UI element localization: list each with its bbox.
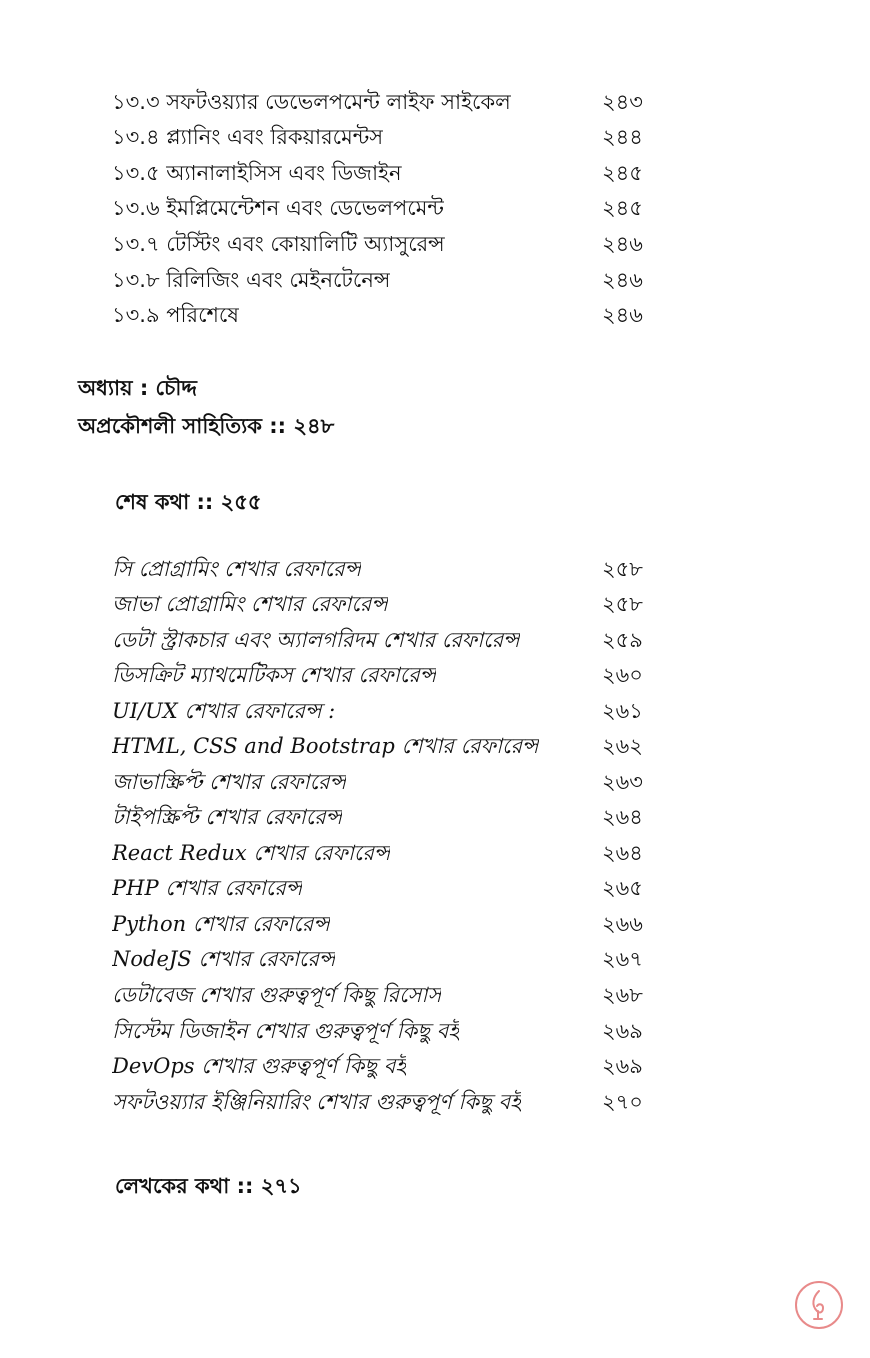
reference-entry: [112, 588, 662, 622]
toc-entry-title: ১৩.৭ টেস্টিং এবং কোয়ালিটি অ্যাসুরেন্স: [112, 231, 445, 256]
reference-page: ২৬৬: [602, 911, 643, 936]
toc-entry-13-3: [112, 86, 662, 120]
toc-entry-page: ২৪৩: [602, 89, 643, 114]
reference-page: ২৫৮: [602, 591, 643, 616]
toc-entry-13-8: [112, 264, 662, 298]
reference-title: UI/UX শেখার রেফারেন্স :: [112, 698, 336, 723]
reference-page: ২৬১: [602, 698, 643, 723]
reference-page: ২৫৮: [602, 556, 643, 581]
toc-entry-page: ২৪৫: [602, 195, 643, 220]
reference-page: ২৬৮: [602, 982, 643, 1007]
reference-page: ২৬৫: [602, 875, 643, 900]
author-heading: লেখকের কথা :: ২৭১: [115, 1174, 302, 1198]
reference-entry: [112, 553, 662, 587]
toc-entry-page: ২৪৪: [602, 124, 643, 149]
toc-entry-title: ১৩.৯ পরিশেষে: [112, 302, 239, 327]
reference-entry: [112, 659, 662, 693]
reference-entry: [112, 624, 662, 658]
reference-title: সিস্টেম ডিজাইন শেখার গুরুত্বপূর্ণ কিছু বই: [112, 1018, 460, 1043]
reference-page: ২৬২: [602, 733, 643, 758]
reference-title: সফটওয়্যার ইঞ্জিনিয়ারিং শেখার গুরুত্বপূর্ণ কিছু বই: [112, 1089, 522, 1114]
toc-entry-title: ১৩.৬ ইমপ্লিমেন্টেশন এবং ডেভেলপমেন্ট: [112, 195, 444, 220]
reference-title: DevOps শেখার গুরুত্বপূর্ণ কিছু বই: [112, 1053, 407, 1078]
toc-entry-title: ১৩.৪ প্ল্যানিং এবং রিকয়ারমেন্টস: [112, 124, 384, 149]
reference-title: PHP শেখার রেফারেন্স: [112, 875, 303, 900]
reference-title: Python শেখার রেফারেন্স: [112, 911, 330, 936]
toc-entry-13-7: [112, 228, 662, 262]
toc-entry-title: ১৩.৫ অ্যানালাইসিস এবং ডিজাইন: [112, 160, 402, 185]
chapter-label: অধ্যায় : চৌদ্দ: [78, 376, 197, 400]
reference-entry: [112, 837, 662, 871]
reference-page: ২৬৩: [602, 769, 643, 794]
reference-page: ২৬৭: [602, 946, 643, 971]
reference-entry: [112, 872, 662, 906]
toc-entry-page: ২৪৫: [602, 160, 643, 185]
reference-title: সি প্রোগ্রামিং শেখার রেফারেন্স: [112, 556, 362, 581]
reference-title: ডেটাবেজ শেখার গুরুত্বপূর্ণ কিছু রিসোর্স: [112, 982, 442, 1007]
reference-entry: [112, 1015, 662, 1049]
reference-title: React Redux শেখার রেফারেন্স: [112, 840, 391, 865]
toc-entry-page: ২৪৬: [602, 231, 643, 256]
toc-entry-title: ১৩.৮ রিলিজিং এবং মেইনটেনেন্স: [112, 267, 391, 292]
reference-entry: [112, 1050, 662, 1084]
reference-entry: [112, 979, 662, 1013]
reference-page: ২৭০: [602, 1089, 643, 1114]
reference-page: ২৫৯: [602, 627, 643, 652]
reference-entry: [112, 1086, 662, 1120]
reference-title: NodeJS শেখার রেফারেন্স: [112, 946, 336, 971]
reference-title: জাভাস্ক্রিপ্ট শেখার রেফারেন্স: [112, 769, 347, 794]
reference-entry: [112, 801, 662, 835]
reference-page: ২৬৯: [602, 1053, 643, 1078]
toc-entry-13-5: [112, 157, 662, 191]
reference-entry: [112, 730, 662, 764]
reference-entry: [112, 695, 662, 729]
reference-page: ২৬৯: [602, 1018, 643, 1043]
reference-title: HTML, CSS and Bootstrap শেখার রেফারেন্স: [112, 733, 539, 758]
chapter-title: অপ্রকৌশলী সাহিত্যিক :: ২৪৮: [78, 414, 335, 438]
toc-entry-13-4: [112, 121, 662, 155]
reference-title: ডিসক্রিট ম্যাথমেটিকস শেখার রেফারেন্স: [112, 662, 437, 687]
reference-page: ২৬৪: [602, 840, 643, 865]
toc-entry-page: ২৪৬: [602, 302, 643, 327]
reference-entry: [112, 943, 662, 977]
reference-title: ডেটা স্ট্রাকচার এবং অ্যালগরিদম শেখার রেফারেন্স: [112, 627, 520, 652]
toc-entry-13-9: [112, 299, 662, 333]
reference-title: জাভা প্রোগ্রামিং শেখার রেফারেন্স: [112, 591, 388, 616]
reference-title: টাইপস্ক্রিপ্ট শেখার রেফারেন্স: [112, 804, 343, 829]
toc-entry-page: ২৪৬: [602, 267, 643, 292]
publisher-logo-icon: [793, 1279, 845, 1331]
toc-entry-13-6: [112, 192, 662, 226]
reference-page: ২৬০: [602, 662, 643, 687]
reference-entry: [112, 766, 662, 800]
reference-entry: [112, 908, 662, 942]
toc-entry-title: ১৩.৩ সফটওয়্যার ডেভেলপমেন্ট লাইফ সাইকেল: [112, 89, 511, 114]
reference-page: ২৬৪: [602, 804, 643, 829]
closing-heading: শেষ কথা :: ২৫৫: [115, 490, 262, 514]
